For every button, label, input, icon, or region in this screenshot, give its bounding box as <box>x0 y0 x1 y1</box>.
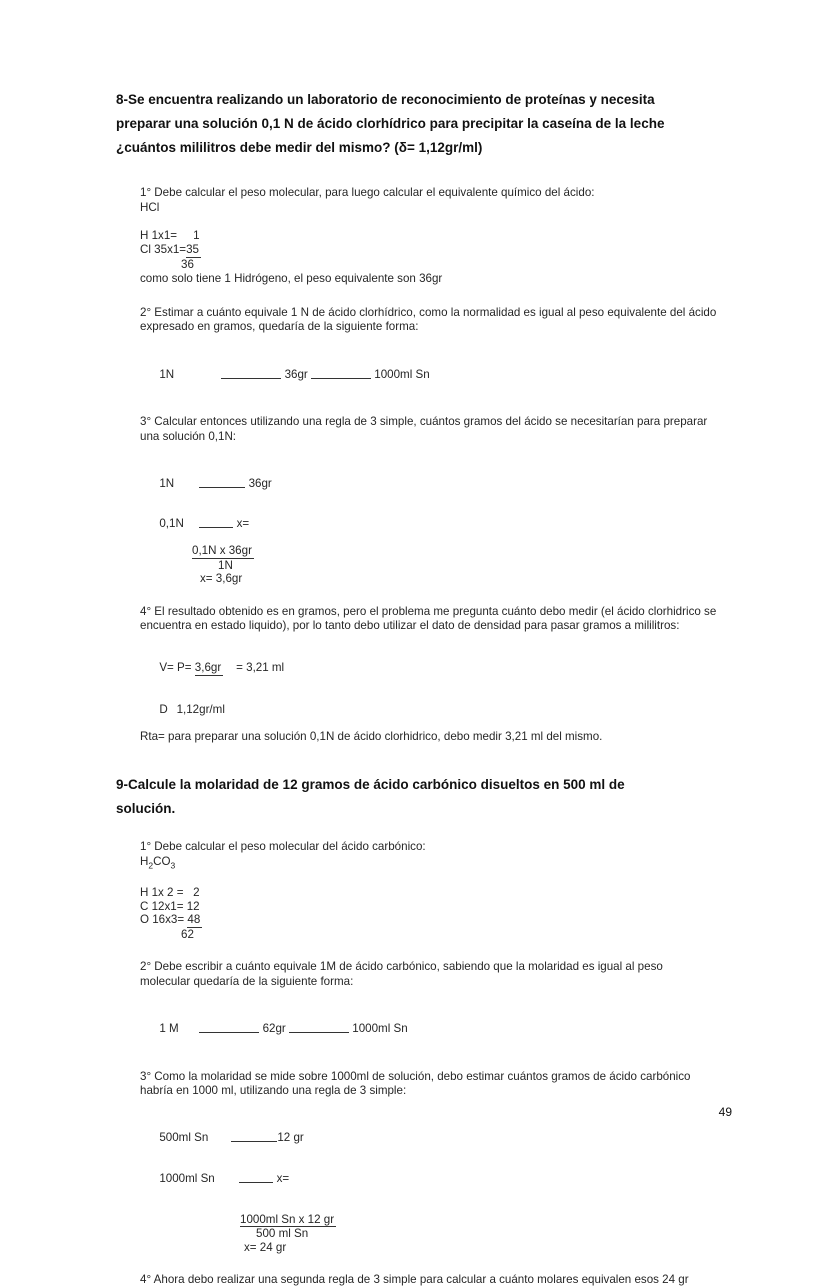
q8-density-line-1 <box>140 648 742 690</box>
q8-calc-chlorine-value: 35 <box>186 243 201 258</box>
question-8-heading <box>116 88 742 160</box>
q8-step3-line-1: 3° Calcular entonces utilizando una regla de 3 simple, cuántos gramos del ácido se necesitarían para preparar <box>140 415 708 429</box>
q8-calc-sum: 36 <box>181 258 194 272</box>
q8-fraction-denominator: 1N <box>218 558 233 572</box>
q8-calc-chlorine <box>140 243 742 258</box>
q8-fraction-numerator: 0,1N x 36gr <box>192 544 252 558</box>
q9-proportion-1-b: 62gr <box>262 1022 286 1036</box>
q8-step4-line-1: 4° El resultado obtenido es en gramos, pero el problema me pregunta cuánto debo medir (el ácido clorhidrico se <box>140 604 717 618</box>
q8-proportion-3-a: 0,1N <box>159 517 184 531</box>
q9-step4-text: 4° Ahora debo realizar una segunda regla de 3 simple para calcular a cuánto molares equivalen esos 24 gr <box>140 1273 689 1287</box>
q8-density-d: D <box>159 702 168 716</box>
question-9-heading-line-2: solución. <box>116 801 176 817</box>
q9-proportion-3 <box>140 1158 742 1199</box>
q8-density-result: = 3,21 ml <box>236 661 285 675</box>
q8-proportion-1-a: 1N <box>159 367 175 381</box>
q8-formula-hcl: HCl <box>140 200 160 214</box>
q9-step3-line-2: habría en 1000 ml, utilizando una regla de 3 simple: <box>140 1084 407 1098</box>
q9-fraction-denominator: 500 ml Sn <box>256 1227 309 1241</box>
question-8-heading-line-1: 8-Se encuentra realizando un laboratorio de reconocimiento de proteínas y necesita <box>116 92 655 107</box>
question-9-heading-line-1: 9-Calcule la molaridad de 12 gramos de ácido carbónico disueltos en 500 ml de <box>116 777 625 793</box>
q9-proportion-2-b: 12 gr <box>277 1131 304 1145</box>
q9-calc-hydrogen: H 1x 2 = 2 <box>140 886 200 900</box>
q8-calc-hydrogen: H 1x1= 1 <box>140 228 200 242</box>
q8-note-equivalent: como solo tiene 1 Hidrógeno, el peso equivalente son 36gr <box>140 272 443 286</box>
q9-step2-line-2: molecular quedaría de la siguiente forma: <box>140 974 354 988</box>
q8-step3-line-2: una solución 0,1N: <box>140 429 237 443</box>
q8-proportion-3-b: x= <box>236 517 250 531</box>
q9-proportion-3-a: 1000ml Sn <box>159 1171 215 1185</box>
q8-result-x: x= 3,6gr <box>200 572 243 586</box>
q9-calc-oxygen-label: O 16x3= <box>140 913 185 927</box>
q8-density-label: V= P= <box>159 661 192 675</box>
question-8-solution <box>140 186 742 743</box>
q8-proportion-2 <box>140 463 742 504</box>
q9-proportion-1-a: 1 M <box>159 1022 179 1036</box>
q9-proportion-2 <box>140 1118 742 1159</box>
q9-result-x: x= 24 gr <box>244 1240 287 1254</box>
q9-step2-line-1: 2° Debe escribir a cuánto equivale 1M de ácido carbónico, sabiendo que la molaridad es igual al peso <box>140 960 663 974</box>
question-9-solution <box>140 840 742 1288</box>
q8-step2-line-2: expresado en gramos, quedaría de la siguiente forma: <box>140 320 419 334</box>
q8-step2-line-1: 2° Estimar a cuánto equivale 1 N de ácido clorhídrico, como la normalidad es igual al peso equivalente del ácido <box>140 305 717 319</box>
q8-density-denominator: 1,12gr/ml <box>176 702 225 716</box>
q9-calc-oxygen <box>140 913 742 928</box>
question-8-heading-line-2: preparar una solución 0,1 N de ácido clorhídrico para precipitar la caseína de la leche <box>116 116 665 131</box>
page-number: 49 <box>718 1105 732 1119</box>
question-9-heading <box>116 773 742 821</box>
q9-formula-carbonic-acid: $H_2CO_3$ <box>140 854 176 870</box>
q9-proportion-1 <box>140 1008 742 1051</box>
q8-proportion-2-a: 1N <box>159 476 175 490</box>
q9-calc-sum: 62 <box>181 927 194 941</box>
question-8-heading-line-3: ¿cuántos mililitros debe medir del mismo? (δ= 1,12gr/ml) <box>116 140 483 155</box>
q8-density-numerator: 3,6gr <box>194 661 222 675</box>
q9-step3-line-1: 3° Como la molaridad se mide sobre 1000ml de solución, debo estimar cuántos gramos de ácido carbónico <box>140 1069 691 1083</box>
q8-density-line-2 <box>140 689 742 730</box>
q8-proportion-3 <box>140 504 742 545</box>
q8-proportion-1-c: 1000ml Sn <box>374 367 430 381</box>
q8-step1-text: 1° Debe calcular el peso molecular, para luego calcular el equivalente químico del ácido: <box>140 186 595 199</box>
q8-step4-line-2: encuentra en estado liquido), por lo tanto debo utilizar el dato de densidad para pasar gramos a mililitros: <box>140 619 680 633</box>
q9-calc-carbon: C 12x1= 12 <box>140 899 200 913</box>
q8-calc-chlorine-label: Cl 35x1= <box>140 242 187 256</box>
q9-proportion-3-b: x= <box>276 1171 290 1185</box>
q9-proportion-2-a: 500ml Sn <box>159 1131 209 1145</box>
q8-answer: Rta= para preparar una solución 0,1N de ácido clorhidrico, debo medir 3,21 ml del mismo. <box>140 729 603 743</box>
q9-calc-oxygen-value: 48 <box>187 913 201 927</box>
q9-proportion-1-c: 1000ml Sn <box>352 1022 408 1036</box>
q9-step1-text: 1° Debe calcular el peso molecular del ácido carbónico: <box>140 840 426 854</box>
q8-proportion-2-b: 36gr <box>248 476 272 490</box>
q9-fraction-numerator: 1000ml Sn x 12 gr <box>240 1212 335 1226</box>
q8-proportion-1 <box>140 354 742 397</box>
q8-proportion-1-b: 36gr <box>284 367 308 381</box>
